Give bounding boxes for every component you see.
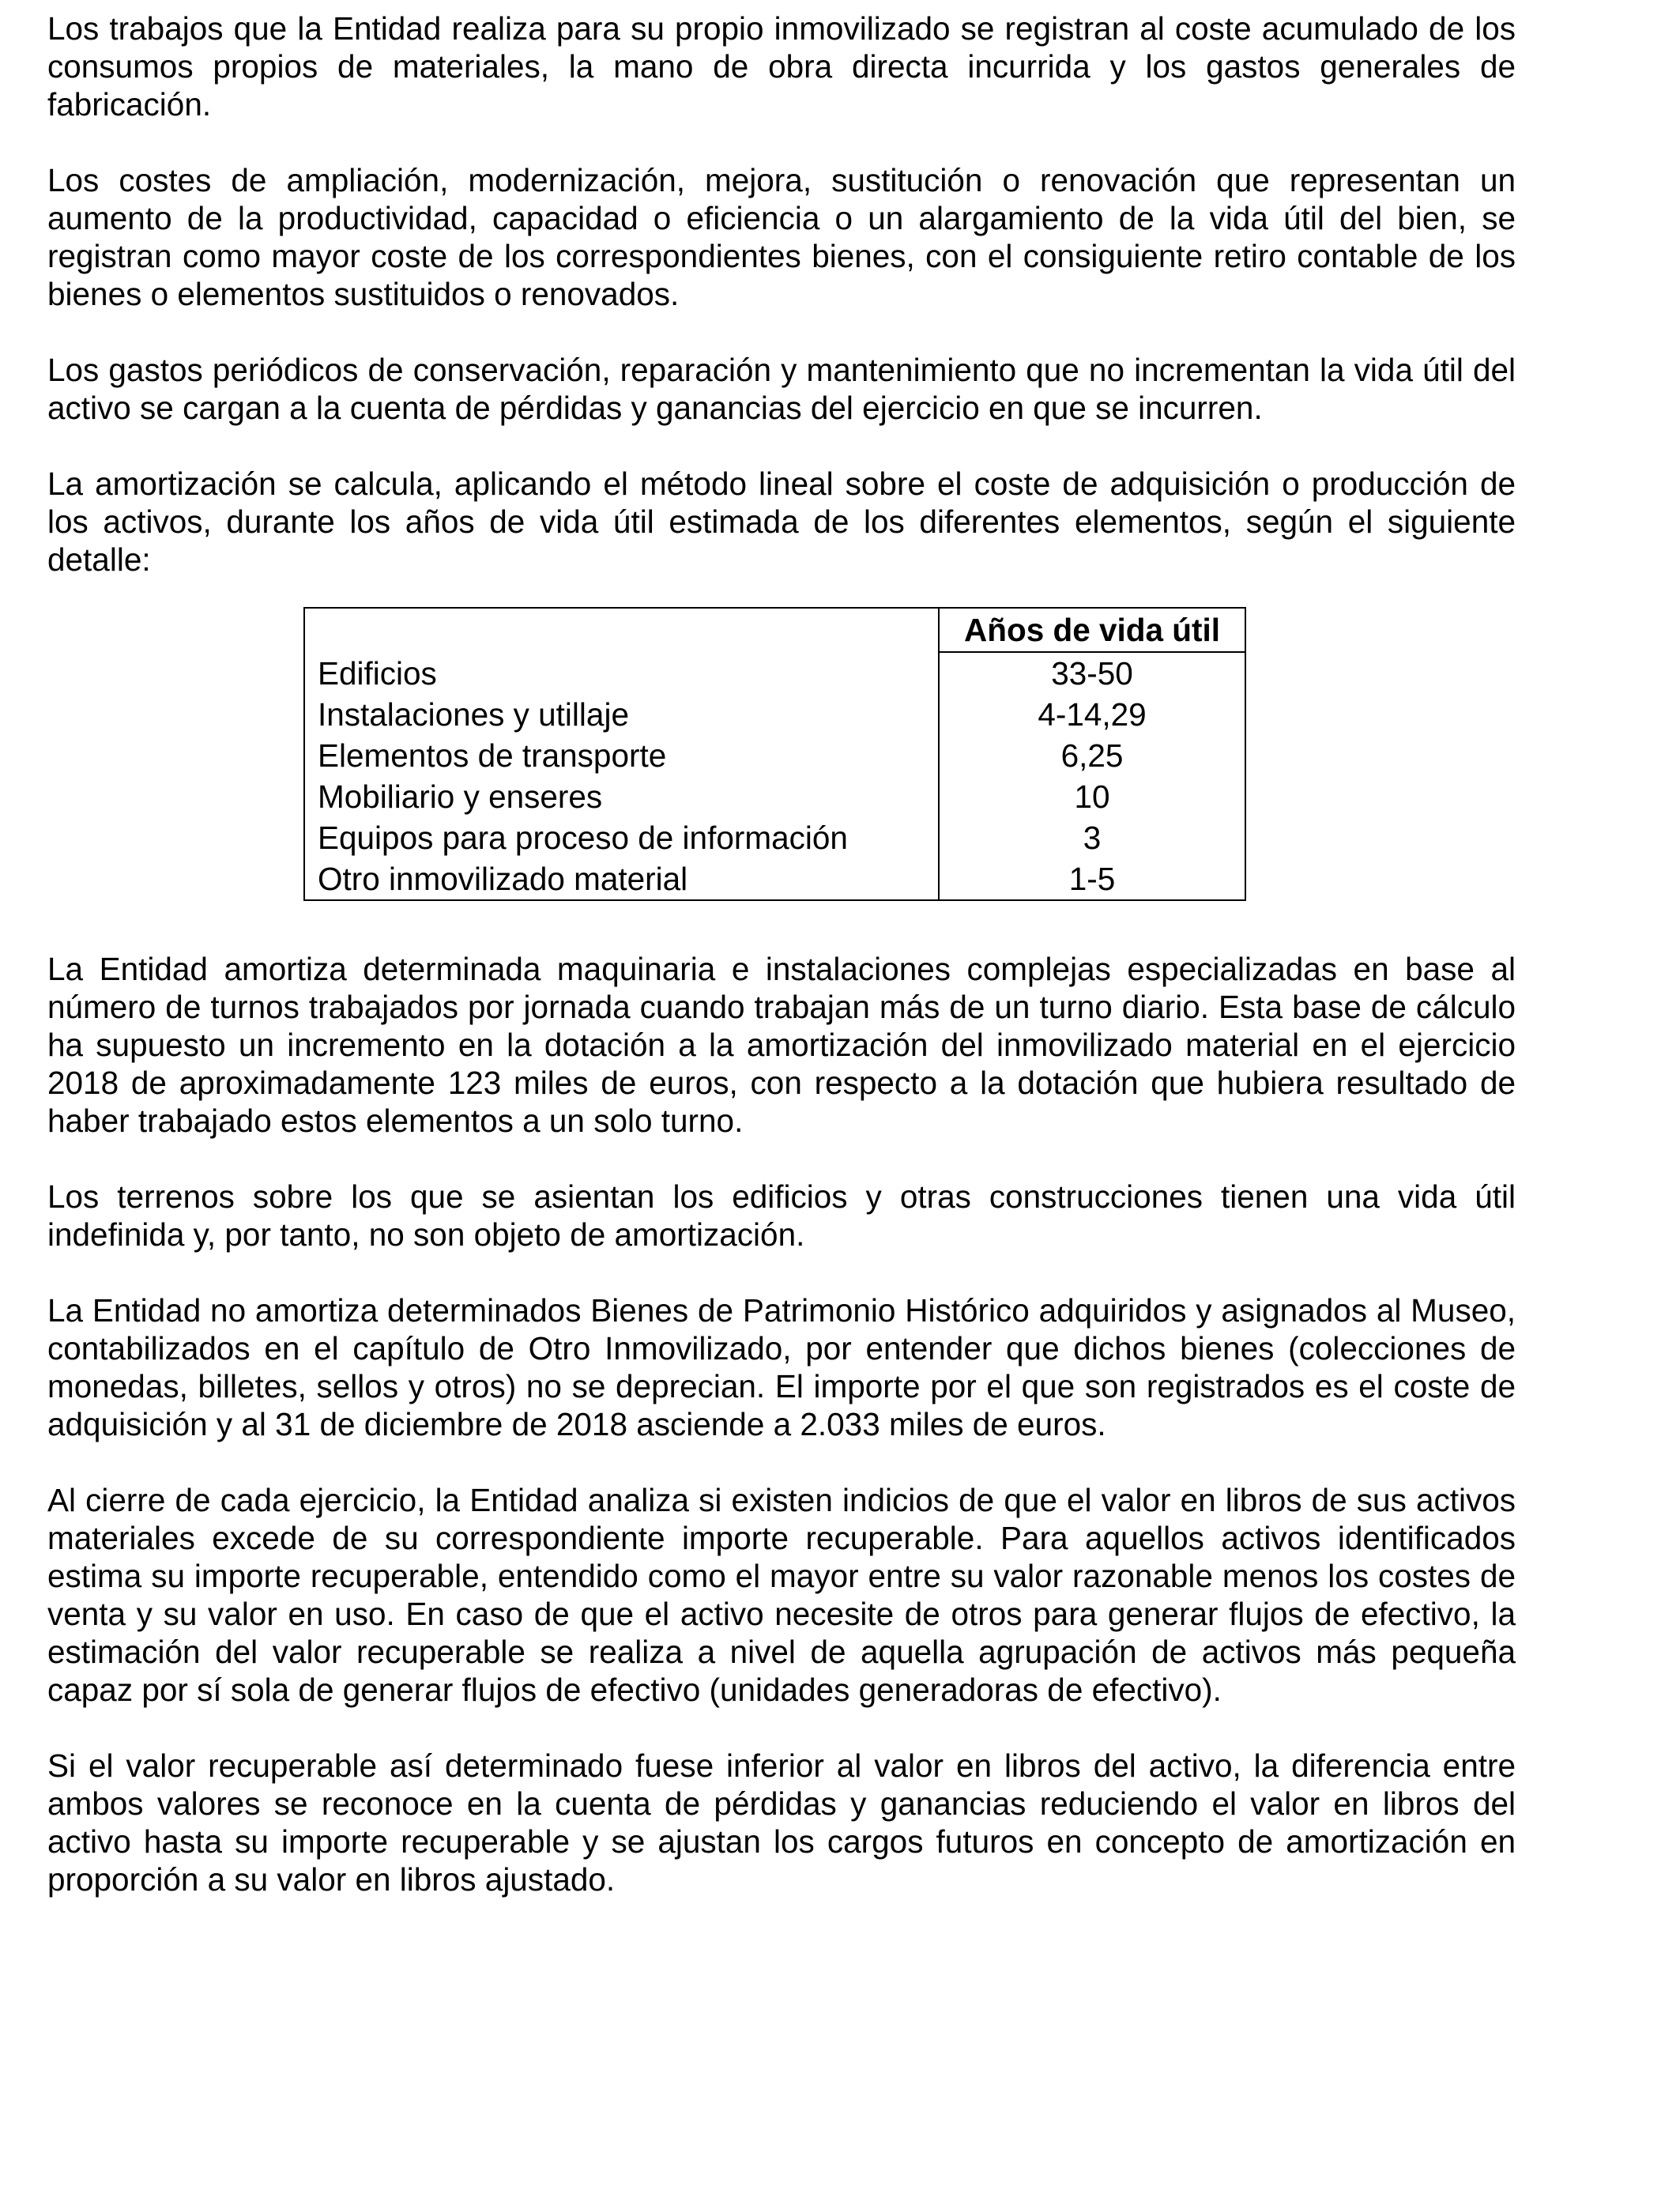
- table-header-row: [304, 608, 1245, 652]
- table-row: [304, 652, 1245, 694]
- document-page: [47, 9, 1516, 1936]
- useful-life-value: 10: [939, 776, 1245, 817]
- paragraph-historical-heritage-assets: La Entidad no amortiza determinados Bienes de Patrimonio Histórico adquiridos y asignados al Museo, contabilizados en el capítulo de Otro Inmovilizado, por entender que dichos bienes (colecciones de monedas, billetes, sellos y otros) no se deprecian. El importe por el que son registrados es el coste de adquisición y al 31 de diciembre de 2018 asciende a 2.033 miles de euros.: [47, 1292, 1516, 1442]
- asset-class-label: Otro inmovilizado material: [318, 861, 688, 897]
- asset-class-label: Elementos de transporte: [318, 737, 667, 774]
- asset-class-label: Edificios: [318, 654, 437, 692]
- useful-life-table: [303, 607, 1246, 901]
- paragraph-own-work-capitalization: Los trabajos que la Entidad realiza para su propio inmovilizado se registran al coste acumulado de los consumos propios de materiales, la mano de obra directa incurrida y los gastos generales de fabricación.: [47, 10, 1516, 123]
- paragraph-impairment-recognition: Si el valor recuperable así determinado fuese inferior al valor en libros del activo, la diferencia entre ambos valores se reconoce en la cuenta de pérdidas y ganancias reduciendo el valor en libros del activo hasta su importe recuperable y se ajustan los cargos futuros en concepto de amortización en proporción a su valor en libros ajustado.: [47, 1747, 1516, 1898]
- paragraph-depreciation-method: La amortización se calcula, aplicando el método lineal sobre el coste de adquisición o producción de los activos, durante los años de vida útil estimada de los diferentes elementos, según el siguiente detalle:: [47, 466, 1516, 578]
- useful-life-value: 6,25: [939, 735, 1245, 776]
- useful-life-value: 33-50: [939, 652, 1245, 694]
- paragraph-maintenance-expenses: Los gastos periódicos de conservación, reparación y mantenimiento que no incrementan la vida útil del activo se cargan a la cuenta de pérdidas y ganancias del ejercicio en que se incurren.: [47, 352, 1516, 426]
- asset-class-label: Equipos para proceso de información: [318, 820, 848, 856]
- table-row: [304, 858, 1245, 900]
- useful-life-table-container: [303, 607, 1246, 901]
- paragraph-impairment-review: Al cierre de cada ejercicio, la Entidad analiza si existen indicios de que el valor en libros de sus activos materiales excede de su correspondiente importe recuperable. Para aquellos activos identificados estima su importe recuperable, entendido como el mayor entre su valor razonable menos los costes de venta y su valor en uso. En caso de que el activo necesite de otros para generar flujos de efectivo, la estimación del valor recuperable se realiza a nivel de aquella agrupación de activos más pequeña capaz por sí sola de generar flujos de efectivo (unidades generadoras de efectivo).: [47, 1482, 1516, 1708]
- years-useful-life-header: Años de vida útil: [939, 608, 1245, 652]
- table-header-blank-cell: [304, 608, 939, 652]
- asset-class-label: Mobiliario y enseres: [318, 778, 603, 815]
- paragraph-improvement-costs: Los costes de ampliación, modernización, mejora, sustitución o renovación que representan un aumento de la productividad, capacidad o eficiencia o un alargamiento de la vida útil del bien, se registran como mayor coste de los correspondientes bienes, con el consiguiente retiro contable de los bienes o elementos sustituidos o renovados.: [47, 162, 1516, 312]
- table-row: [304, 694, 1245, 735]
- asset-class-label: Instalaciones y utillaje: [318, 696, 629, 733]
- useful-life-value: 3: [939, 817, 1245, 858]
- table-row: [304, 776, 1245, 817]
- table-row: [304, 817, 1245, 858]
- table-row: [304, 735, 1245, 776]
- useful-life-value: 1-5: [939, 858, 1245, 900]
- useful-life-value: 4-14,29: [939, 694, 1245, 735]
- paragraph-shift-based-depreciation: La Entidad amortiza determinada maquinaria e instalaciones complejas especializadas en base al número de turnos trabajados por jornada cuando trabajan más de un turno diario. Esta base de cálculo ha supuesto un incremento en la dotación a la amortización del inmovilizado material en el ejercicio 2018 de aproximadamente 123 miles de euros, con respecto a la dotación que hubiera resultado de haber trabajado estos elementos a un solo turno.: [47, 951, 1516, 1139]
- paragraph-land-not-depreciated: Los terrenos sobre los que se asientan los edificios y otras construcciones tienen una vida útil indefinida y, por tanto, no son objeto de amortización.: [47, 1178, 1516, 1253]
